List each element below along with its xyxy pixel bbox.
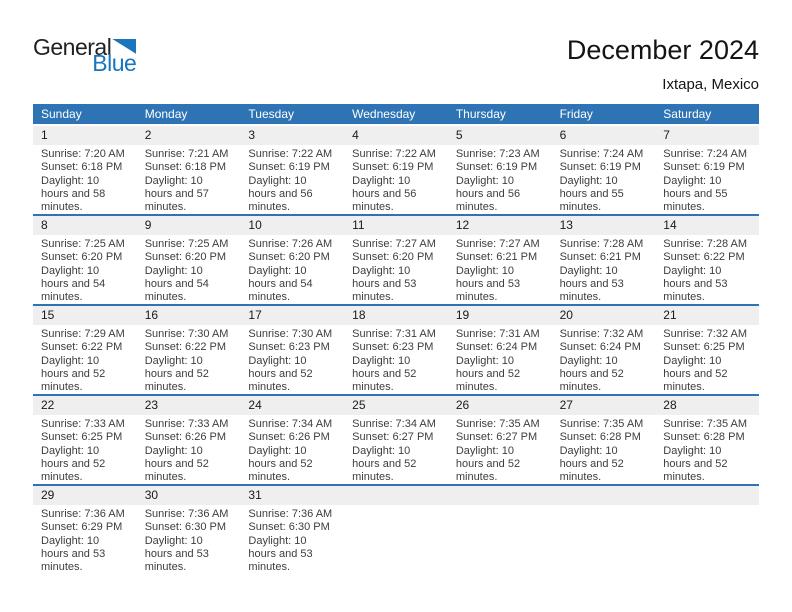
day-cell-9 [137,216,241,304]
day-sunrise: Sunrise: 7:24 AM [663,147,748,160]
day-sunset: Sunset: 6:19 PM [559,161,641,174]
day-cell-empty [552,486,656,574]
day-cell-22 [33,396,137,484]
day-cell-8 [33,216,137,304]
day-sunrise: Sunrise: 7:36 AM [144,507,229,520]
day-daylight: Daylight: 10 hours and 52 minutes. [455,354,521,394]
day-cell-12 [448,216,552,304]
day-details [240,235,336,304]
day-sunrise: Sunrise: 7:21 AM [144,147,229,160]
day-cell-7 [655,126,759,214]
day-cell-17 [240,306,344,394]
day-daylight: Daylight: 10 hours and 52 minutes. [248,444,313,484]
day-cell-empty [344,486,448,574]
day-sunset: Sunset: 6:22 PM [41,341,123,354]
day-sunset: Sunset: 6:26 PM [144,431,227,444]
day-cell-4 [344,126,448,214]
day-daylight: Daylight: 10 hours and 52 minutes. [663,444,728,484]
day-daylight: Daylight: 10 hours and 57 minutes. [144,174,209,214]
day-daylight: Daylight: 10 hours and 53 minutes. [663,264,728,304]
calendar-weeks [33,124,759,574]
day-details [240,415,336,484]
day-details [33,505,129,574]
day-sunset: Sunset: 6:30 PM [248,521,330,534]
day-number: 11 [344,216,448,235]
day-number: 27 [552,396,656,415]
weekday-header-saturday: Saturday [663,106,712,121]
weekday-header-sunday: Sunday [41,106,82,121]
logo-text-general: General [33,34,112,60]
day-sunrise: Sunrise: 7:34 AM [352,417,436,430]
month-title: December 2024 [566,35,759,65]
day-sunset: Sunset: 6:18 PM [144,161,227,174]
day-number: 30 [137,486,241,505]
day-sunset: Sunset: 6:19 PM [455,161,538,174]
day-details [33,235,129,304]
day-daylight: Daylight: 10 hours and 52 minutes. [41,444,106,484]
day-number: 2 [137,126,241,145]
day-sunrise: Sunrise: 7:29 AM [41,327,125,340]
day-sunrise: Sunrise: 7:22 AM [352,147,436,160]
day-number: 12 [448,216,552,235]
day-details [552,235,648,304]
day-number [552,486,656,505]
day-cell-14 [655,216,759,304]
day-number: 21 [655,306,759,325]
day-sunrise: Sunrise: 7:32 AM [559,327,644,340]
day-details [655,145,751,214]
day-number: 29 [33,486,137,505]
location-subtitle: Ixtapa, Mexico [662,75,759,93]
page-header [33,36,759,93]
day-daylight: Daylight: 10 hours and 54 minutes. [41,264,106,304]
day-daylight: Daylight: 10 hours and 53 minutes. [352,264,417,304]
day-cell-13 [552,216,656,304]
day-cell-24 [240,396,344,484]
day-sunrise: Sunrise: 7:27 AM [455,237,540,250]
day-daylight: Daylight: 10 hours and 52 minutes. [248,354,313,394]
day-details [240,145,336,214]
day-details [137,235,233,304]
day-daylight: Daylight: 10 hours and 54 minutes. [144,264,209,304]
day-daylight: Daylight: 10 hours and 52 minutes. [352,444,417,484]
day-number: 7 [655,126,759,145]
logo-text-blue: Blue [92,50,137,76]
day-number [448,486,552,505]
day-daylight: Daylight: 10 hours and 53 minutes. [559,264,624,304]
day-sunset: Sunset: 6:21 PM [455,251,538,264]
day-sunset: Sunset: 6:24 PM [559,341,641,354]
day-details [137,505,233,574]
day-sunset: Sunset: 6:29 PM [41,521,123,534]
day-number: 5 [448,126,552,145]
day-details [552,415,648,484]
day-details [448,325,544,394]
day-sunset: Sunset: 6:23 PM [352,341,434,354]
day-sunset: Sunset: 6:20 PM [248,251,330,264]
day-daylight: Daylight: 10 hours and 56 minutes. [455,174,521,214]
day-details [655,325,751,394]
day-sunrise: Sunrise: 7:35 AM [455,417,540,430]
day-sunset: Sunset: 6:22 PM [144,341,227,354]
day-details [448,145,544,214]
week-row [33,124,759,214]
week-row [33,304,759,394]
day-sunrise: Sunrise: 7:28 AM [559,237,644,250]
week-row [33,214,759,304]
day-daylight: Daylight: 10 hours and 52 minutes. [41,354,106,394]
day-number: 14 [655,216,759,235]
weekday-header-monday: Monday [144,106,188,121]
day-number: 17 [240,306,344,325]
day-daylight: Daylight: 10 hours and 52 minutes. [144,354,209,394]
day-details [552,145,648,214]
day-sunrise: Sunrise: 7:23 AM [455,147,540,160]
day-details [552,325,648,394]
day-cell-15 [33,306,137,394]
day-daylight: Daylight: 10 hours and 52 minutes. [559,444,624,484]
day-cell-30 [137,486,241,574]
day-sunset: Sunset: 6:26 PM [248,431,330,444]
day-details [240,325,336,394]
day-sunset: Sunset: 6:30 PM [144,521,227,534]
day-details [344,415,440,484]
day-sunset: Sunset: 6:24 PM [455,341,538,354]
day-sunrise: Sunrise: 7:30 AM [248,327,333,340]
day-sunset: Sunset: 6:19 PM [663,161,745,174]
day-cell-19 [448,306,552,394]
day-details [137,415,233,484]
day-number [655,486,759,505]
day-number: 8 [33,216,137,235]
week-row [33,484,759,574]
day-sunrise: Sunrise: 7:22 AM [248,147,333,160]
day-sunset: Sunset: 6:19 PM [248,161,330,174]
day-cell-11 [344,216,448,304]
day-sunrise: Sunrise: 7:34 AM [248,417,333,430]
day-sunrise: Sunrise: 7:31 AM [455,327,540,340]
day-daylight: Daylight: 10 hours and 58 minutes. [41,174,106,214]
day-sunrise: Sunrise: 7:24 AM [559,147,644,160]
day-details [655,235,751,304]
day-cell-16 [137,306,241,394]
day-sunset: Sunset: 6:22 PM [663,251,745,264]
day-cell-empty [655,486,759,574]
day-details [344,145,440,214]
day-details [344,235,440,304]
day-cell-31 [240,486,344,574]
day-number: 6 [552,126,656,145]
day-cell-25 [344,396,448,484]
week-row [33,394,759,484]
day-number: 13 [552,216,656,235]
day-number: 31 [240,486,344,505]
day-sunrise: Sunrise: 7:33 AM [41,417,125,430]
day-cell-6 [552,126,656,214]
day-sunset: Sunset: 6:25 PM [41,431,123,444]
day-sunrise: Sunrise: 7:26 AM [248,237,333,250]
day-sunset: Sunset: 6:28 PM [559,431,641,444]
day-number [344,486,448,505]
day-details [137,325,233,394]
day-sunset: Sunset: 6:27 PM [455,431,538,444]
day-cell-29 [33,486,137,574]
day-details [240,505,336,574]
day-daylight: Daylight: 10 hours and 52 minutes. [144,444,209,484]
day-daylight: Daylight: 10 hours and 54 minutes. [248,264,313,304]
day-cell-18 [344,306,448,394]
day-sunrise: Sunrise: 7:28 AM [663,237,748,250]
day-sunrise: Sunrise: 7:33 AM [144,417,229,430]
weekday-header-thursday: Thursday [455,106,506,121]
day-cell-5 [448,126,552,214]
day-cell-28 [655,396,759,484]
day-sunrise: Sunrise: 7:30 AM [144,327,229,340]
general-blue-logo [33,36,136,75]
day-daylight: Daylight: 10 hours and 52 minutes. [663,354,728,394]
calendar-table [33,104,759,574]
day-number: 19 [448,306,552,325]
day-details [33,145,129,214]
day-sunset: Sunset: 6:20 PM [41,251,123,264]
day-daylight: Daylight: 10 hours and 55 minutes. [663,174,728,214]
day-sunset: Sunset: 6:21 PM [559,251,641,264]
day-sunrise: Sunrise: 7:36 AM [41,507,125,520]
day-details [448,235,544,304]
day-sunset: Sunset: 6:19 PM [352,161,434,174]
day-daylight: Daylight: 10 hours and 55 minutes. [559,174,624,214]
day-cell-26 [448,396,552,484]
day-cell-20 [552,306,656,394]
day-number: 26 [448,396,552,415]
day-sunrise: Sunrise: 7:25 AM [41,237,125,250]
day-sunset: Sunset: 6:23 PM [248,341,330,354]
day-daylight: Daylight: 10 hours and 52 minutes. [559,354,624,394]
day-sunrise: Sunrise: 7:20 AM [41,147,125,160]
day-cell-23 [137,396,241,484]
day-details [655,415,751,484]
day-number: 15 [33,306,137,325]
day-number: 24 [240,396,344,415]
weekday-header-wednesday: Wednesday [352,106,416,121]
day-sunset: Sunset: 6:28 PM [663,431,745,444]
day-sunrise: Sunrise: 7:36 AM [248,507,333,520]
day-daylight: Daylight: 10 hours and 53 minutes. [41,534,106,574]
day-cell-empty [448,486,552,574]
title-block [567,36,759,93]
day-sunrise: Sunrise: 7:32 AM [663,327,748,340]
day-cell-1 [33,126,137,214]
day-daylight: Daylight: 10 hours and 53 minutes. [455,264,521,304]
day-cell-21 [655,306,759,394]
day-sunrise: Sunrise: 7:31 AM [352,327,436,340]
day-details [33,415,129,484]
day-daylight: Daylight: 10 hours and 53 minutes. [248,534,313,574]
day-number: 4 [344,126,448,145]
day-details [344,325,440,394]
day-cell-10 [240,216,344,304]
day-cell-2 [137,126,241,214]
day-daylight: Daylight: 10 hours and 52 minutes. [455,444,521,484]
day-number: 9 [137,216,241,235]
day-number: 16 [137,306,241,325]
day-sunrise: Sunrise: 7:35 AM [663,417,748,430]
day-number: 1 [33,126,137,145]
day-number: 22 [33,396,137,415]
day-daylight: Daylight: 10 hours and 56 minutes. [352,174,417,214]
day-daylight: Daylight: 10 hours and 52 minutes. [352,354,417,394]
day-sunset: Sunset: 6:18 PM [41,161,123,174]
day-sunrise: Sunrise: 7:35 AM [559,417,644,430]
day-sunset: Sunset: 6:20 PM [144,251,227,264]
day-daylight: Daylight: 10 hours and 56 minutes. [248,174,313,214]
day-number: 23 [137,396,241,415]
day-sunrise: Sunrise: 7:27 AM [352,237,436,250]
day-number: 10 [240,216,344,235]
day-number: 20 [552,306,656,325]
day-cell-3 [240,126,344,214]
day-details [33,325,129,394]
day-number: 3 [240,126,344,145]
weekday-header-row [33,104,759,124]
day-sunset: Sunset: 6:20 PM [352,251,434,264]
day-sunrise: Sunrise: 7:25 AM [144,237,229,250]
day-sunset: Sunset: 6:27 PM [352,431,434,444]
day-details [137,145,233,214]
day-details [448,415,544,484]
day-cell-27 [552,396,656,484]
weekday-header-friday: Friday [559,106,593,121]
day-number: 25 [344,396,448,415]
day-number: 18 [344,306,448,325]
day-sunset: Sunset: 6:25 PM [663,341,745,354]
day-daylight: Daylight: 10 hours and 53 minutes. [144,534,209,574]
weekday-header-tuesday: Tuesday [248,106,295,121]
day-number: 28 [655,396,759,415]
